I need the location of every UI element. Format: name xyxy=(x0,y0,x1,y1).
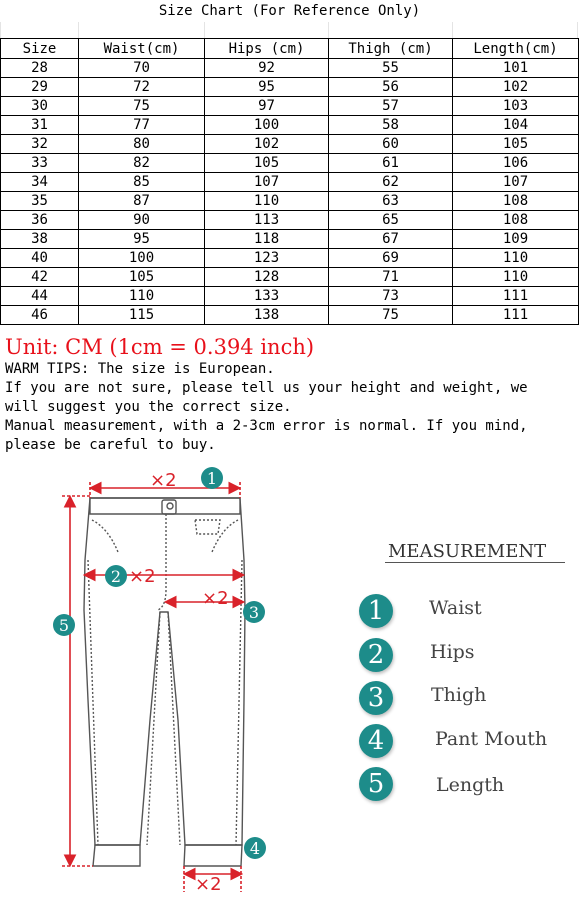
measure-lines xyxy=(62,482,242,892)
cell-size: 29 xyxy=(1,78,79,97)
cell-thigh: 56 xyxy=(329,78,453,97)
cell-waist: 72 xyxy=(79,78,205,97)
table-row xyxy=(1,116,579,135)
cell-size: 32 xyxy=(1,135,79,154)
cell-size: 35 xyxy=(1,192,79,211)
marker-number: 3 xyxy=(248,603,260,622)
legend-label-length: Length xyxy=(436,774,505,796)
column-header-hips: Hips (cm) xyxy=(205,39,329,59)
belt-loop xyxy=(162,500,176,514)
tip-line: If you are not sure, please tell us your height and weight, we xyxy=(5,380,528,396)
table-row xyxy=(1,192,579,211)
measurement-underline xyxy=(385,562,565,563)
title-spacer xyxy=(0,22,579,38)
cell-thigh: 69 xyxy=(329,249,453,268)
cell-waist: 75 xyxy=(79,97,205,116)
cell-hips: 97 xyxy=(205,97,329,116)
cell-waist: 110 xyxy=(79,287,205,306)
cell-thigh: 57 xyxy=(329,97,453,116)
warm-tips-line: WARM TIPS: The size is European. xyxy=(5,361,275,377)
waist-times-label: ×2 xyxy=(150,470,177,491)
table-row xyxy=(1,287,579,306)
legend-label-hips: Hips xyxy=(430,641,475,663)
cell-length: 111 xyxy=(453,306,579,325)
cell-waist: 87 xyxy=(79,192,205,211)
cell-thigh: 73 xyxy=(329,287,453,306)
cell-size: 34 xyxy=(1,173,79,192)
cell-length: 106 xyxy=(453,154,579,173)
tip-line: will suggest you the correct size. xyxy=(5,399,292,415)
table-row xyxy=(1,268,579,287)
right-cuff xyxy=(184,845,242,866)
column-header-size: Size xyxy=(1,39,79,59)
marker-number: 4 xyxy=(249,839,261,858)
cell-waist: 70 xyxy=(79,59,205,78)
table-row xyxy=(1,154,579,173)
cell-length: 104 xyxy=(453,116,579,135)
cell-hips: 107 xyxy=(205,173,329,192)
cell-length: 109 xyxy=(453,230,579,249)
legend-number-thigh: 3 xyxy=(359,681,393,715)
cell-thigh: 63 xyxy=(329,192,453,211)
legend-label-thigh: Thigh xyxy=(431,684,487,706)
cell-thigh: 58 xyxy=(329,116,453,135)
cell-thigh: 71 xyxy=(329,268,453,287)
table-row xyxy=(1,211,579,230)
legend-number-waist: 1 xyxy=(359,594,393,628)
pant-mouth-times-label: ×2 xyxy=(195,874,222,895)
size-chart-title: Size Chart (For Reference Only) xyxy=(158,3,421,19)
thigh-times-label: ×2 xyxy=(202,588,229,609)
cell-waist: 115 xyxy=(79,306,205,325)
table-row xyxy=(1,306,579,325)
cell-length: 111 xyxy=(453,287,579,306)
cell-hips: 113 xyxy=(205,211,329,230)
cell-size: 46 xyxy=(1,306,79,325)
cell-length: 108 xyxy=(453,192,579,211)
column-header-thigh: Thigh (cm) xyxy=(329,39,453,59)
cell-size: 28 xyxy=(1,59,79,78)
button xyxy=(167,503,173,509)
size-table xyxy=(0,38,579,325)
cell-length: 105 xyxy=(453,135,579,154)
hips-times-label: ×2 xyxy=(129,566,156,587)
cell-thigh: 67 xyxy=(329,230,453,249)
legend-number-hips: 2 xyxy=(359,638,393,672)
pants-outline xyxy=(84,498,245,866)
column-header-waist: Waist(cm) xyxy=(79,39,205,59)
cell-hips: 95 xyxy=(205,78,329,97)
cell-thigh: 65 xyxy=(329,211,453,230)
table-header-row xyxy=(1,39,579,59)
fly-stitch xyxy=(158,514,166,610)
legend-label-waist: Waist xyxy=(429,597,482,619)
cell-size: 38 xyxy=(1,230,79,249)
cell-length: 108 xyxy=(453,211,579,230)
cell-waist: 95 xyxy=(79,230,205,249)
table-row xyxy=(1,78,579,97)
marker-number: 1 xyxy=(206,469,218,488)
unit-note: Unit: CM (1cm = 0.394 inch) xyxy=(5,335,315,359)
cell-size: 33 xyxy=(1,154,79,173)
cell-length: 102 xyxy=(453,78,579,97)
cell-waist: 85 xyxy=(79,173,205,192)
table-row xyxy=(1,249,579,268)
cell-length: 101 xyxy=(453,59,579,78)
marker-number: 2 xyxy=(110,567,122,586)
cell-thigh: 75 xyxy=(329,306,453,325)
cell-length: 107 xyxy=(453,173,579,192)
cell-length: 110 xyxy=(453,249,579,268)
cell-waist: 90 xyxy=(79,211,205,230)
table-row xyxy=(1,59,579,78)
pants-measurement-diagram xyxy=(0,459,579,901)
cell-length: 103 xyxy=(453,97,579,116)
cell-size: 30 xyxy=(1,97,79,116)
cell-hips: 92 xyxy=(205,59,329,78)
front-pocket-left xyxy=(92,520,118,552)
measurement-title: MEASUREMENT xyxy=(388,541,547,562)
marker-number: 5 xyxy=(58,616,70,635)
cell-waist: 82 xyxy=(79,154,205,173)
cell-waist: 105 xyxy=(79,268,205,287)
table-row xyxy=(1,135,579,154)
coin-pocket xyxy=(195,520,220,534)
pants-body xyxy=(84,498,245,845)
cell-waist: 80 xyxy=(79,135,205,154)
cell-size: 36 xyxy=(1,211,79,230)
tip-line: Manual measurement, with a 2-3cm error is normal. If you mind, xyxy=(5,418,528,434)
cell-thigh: 62 xyxy=(329,173,453,192)
table-row xyxy=(1,230,579,249)
cell-size: 44 xyxy=(1,287,79,306)
cell-hips: 133 xyxy=(205,287,329,306)
cell-hips: 118 xyxy=(205,230,329,249)
cell-waist: 100 xyxy=(79,249,205,268)
column-header-length: Length(cm) xyxy=(453,39,579,59)
cell-waist: 77 xyxy=(79,116,205,135)
front-pocket-right xyxy=(212,520,238,552)
table-row xyxy=(1,173,579,192)
cell-thigh: 60 xyxy=(329,135,453,154)
cell-size: 42 xyxy=(1,268,79,287)
tip-line: please be careful to buy. xyxy=(5,437,216,453)
cell-hips: 102 xyxy=(205,135,329,154)
cell-hips: 100 xyxy=(205,116,329,135)
cell-hips: 138 xyxy=(205,306,329,325)
left-cuff xyxy=(93,845,140,866)
table-row xyxy=(1,97,579,116)
legend-number-length: 5 xyxy=(359,767,393,801)
cell-thigh: 61 xyxy=(329,154,453,173)
cell-hips: 110 xyxy=(205,192,329,211)
cell-hips: 123 xyxy=(205,249,329,268)
cell-length: 110 xyxy=(453,268,579,287)
cell-thigh: 55 xyxy=(329,59,453,78)
cell-hips: 105 xyxy=(205,154,329,173)
cell-size: 40 xyxy=(1,249,79,268)
cell-size: 31 xyxy=(1,116,79,135)
legend-number-pant-mouth: 4 xyxy=(359,724,393,758)
cell-hips: 128 xyxy=(205,268,329,287)
legend-label-pant-mouth: Pant Mouth xyxy=(435,728,548,750)
